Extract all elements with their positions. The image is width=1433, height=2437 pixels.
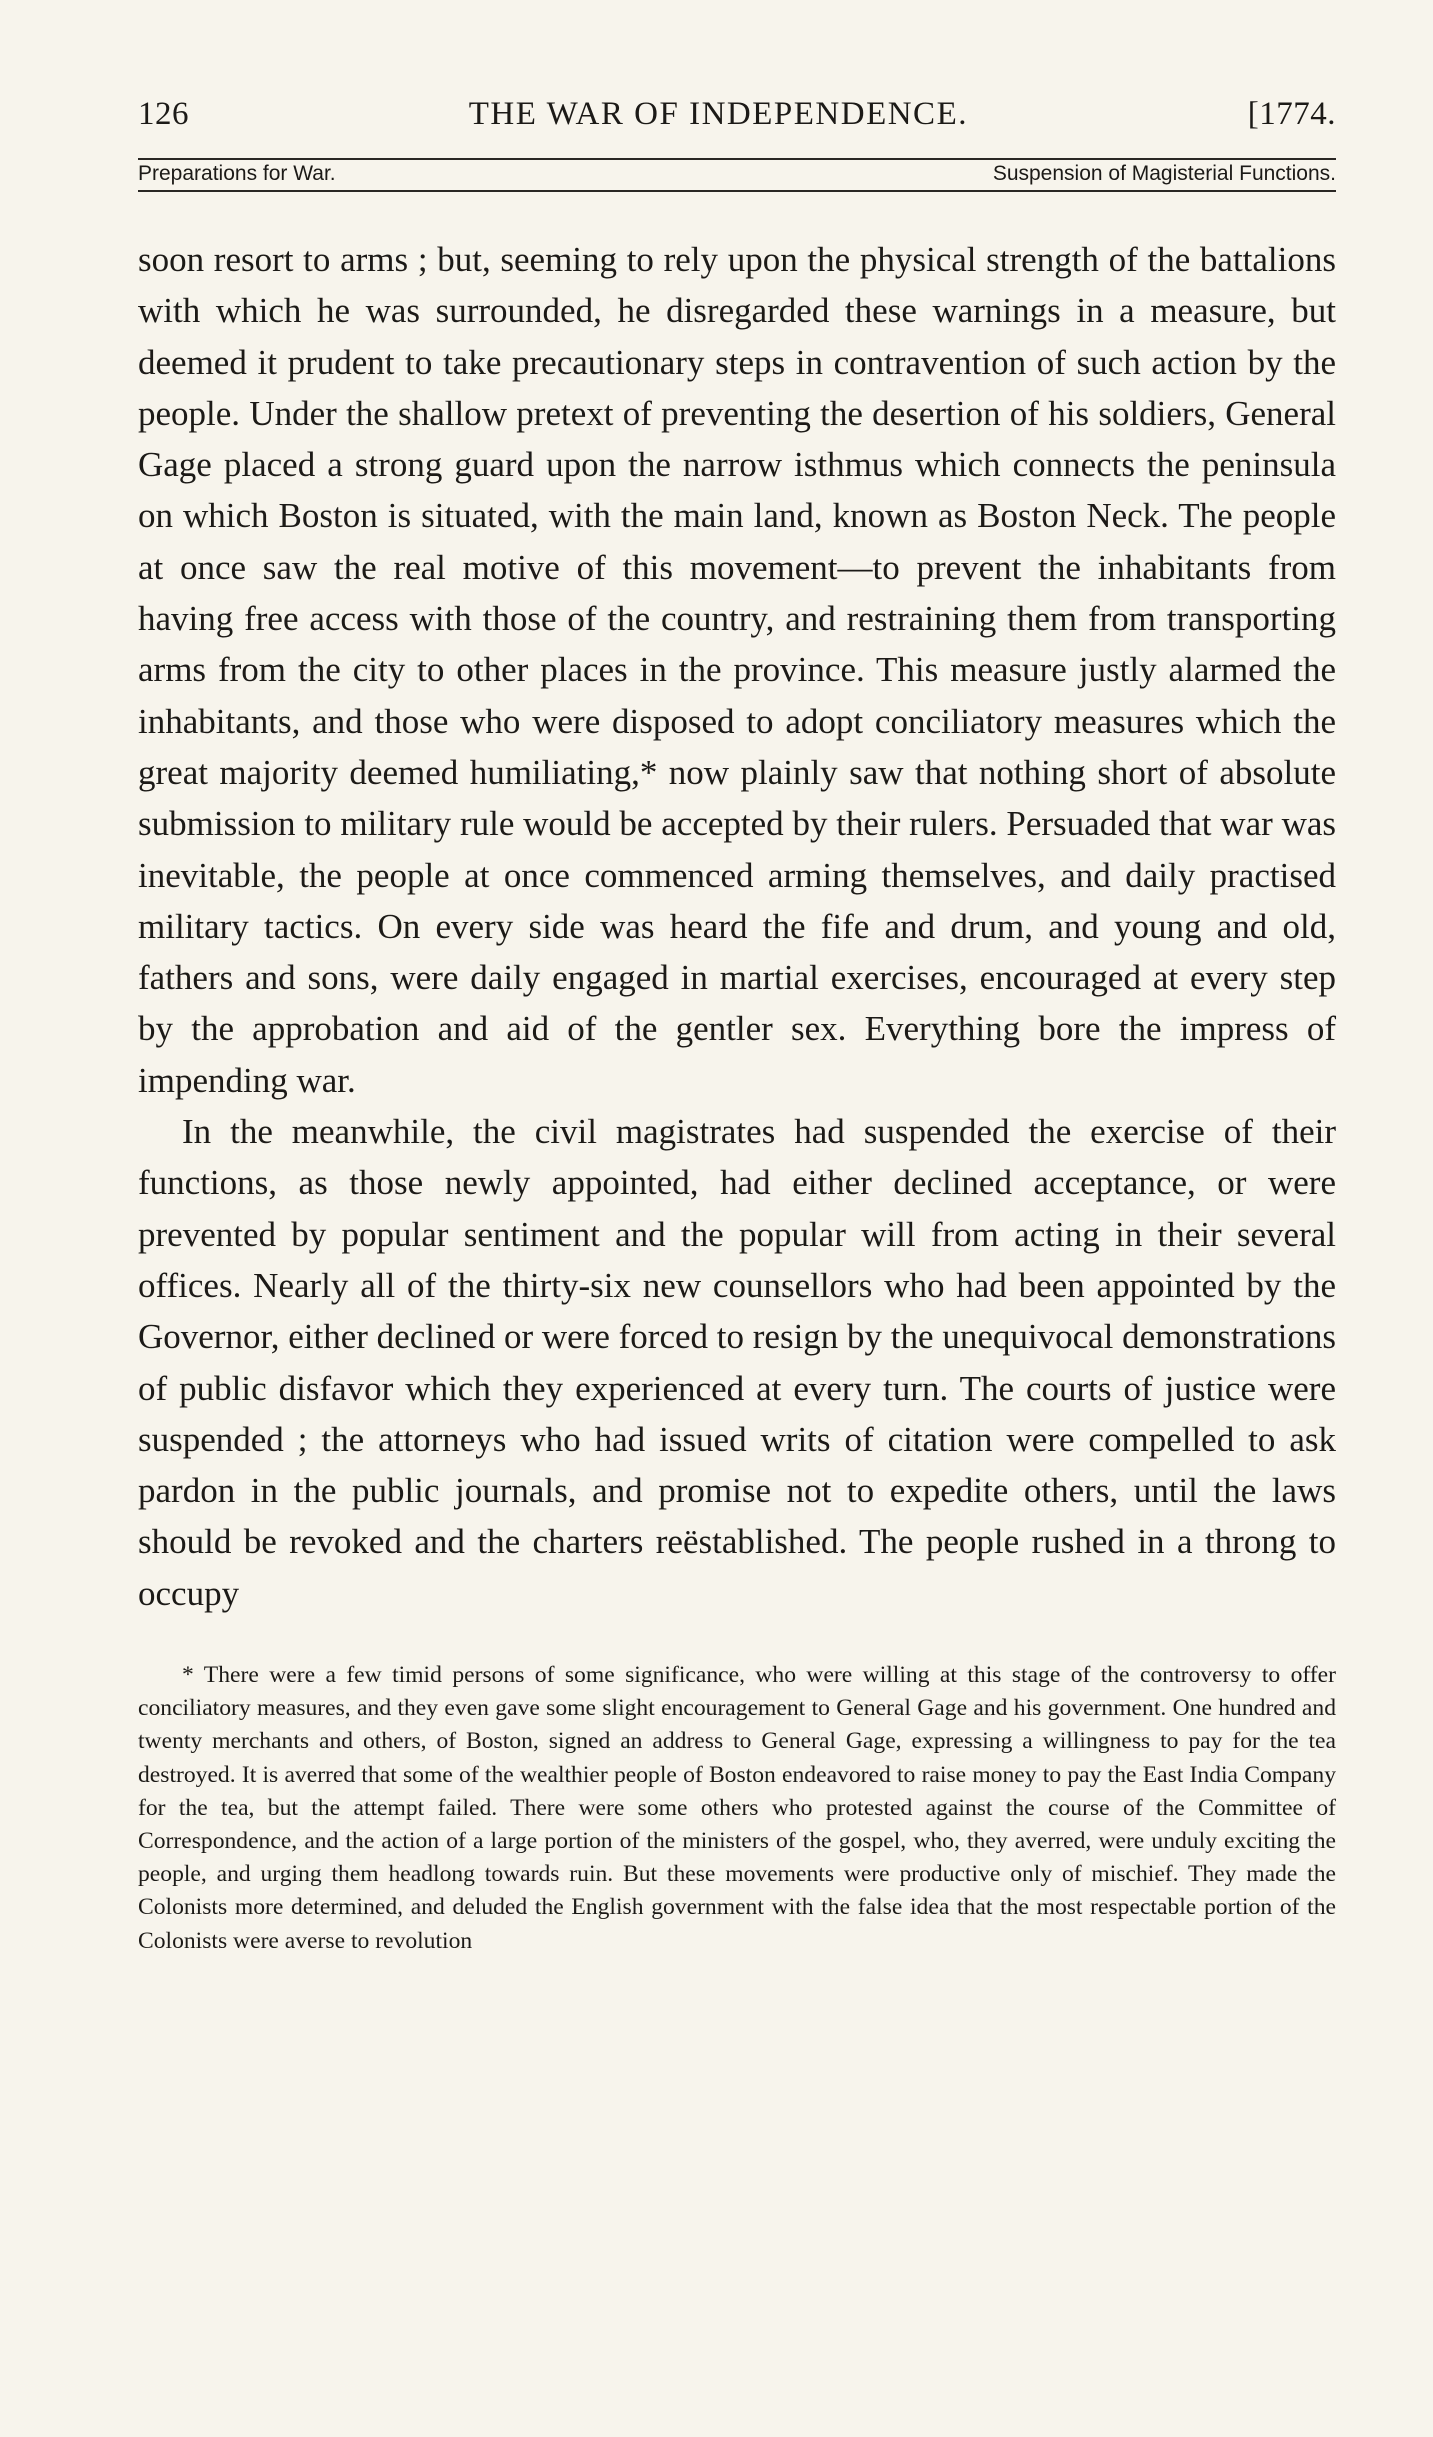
footnote: * There were a few timid persons of some significance, who were willing at this stage of the controversy to offer conciliatory measures, and they even gave some slight encouragement to General Gage and his government. One hundred and twenty merchants and others, of Boston, signed an address to General Gage, expressing a willingness to pay for the tea destroyed. It is averred that some of the wealthier people of Boston endeavored to raise money to pay the East India Company for the tea, but the attempt failed. There were some others who protested against the course of the Committee of Correspondence, and the action of a large portion of the ministers of the gospel, who, they averred, were unduly exciting the people, and urging them headlong towards ruin. But these movements were productive only of mischief. They made the Colonists more determined, and deluded the English government with the false idea that the most respectable portion of the Colonists were averse to revolution: [138, 1662, 1336, 1954]
year-marker: [1774.: [1247, 96, 1336, 132]
book-title: THE WAR OF INDEPENDENCE.: [468, 96, 968, 132]
body-text: [138, 234, 1336, 1619]
page-number: 126: [138, 96, 189, 132]
header-rule-bottom: [138, 190, 1336, 192]
book-page: [138, 96, 1336, 1958]
paragraph: In the meanwhile, the civil magistrates had suspended the exercise of their functions, as those newly appointed, had either declined acceptance, or were prevented by popular sentiment and the popular will from acting in their several offices. Nearly all of the thirty-six new counsellors who had been appointed by the Governor, either declined or were forced to resign by the unequivocal demonstrations of public disfavor which they experienced at every turn. The courts of justice were suspended ; the attorneys who had issued writs of citation were compelled to ask pardon in the public journals, and promise not to expedite others, until the laws should be revoked and the charters reëstablished. The people rushed in a throng to occupy: [138, 1112, 1336, 1613]
paragraph: soon resort to arms ; but, seeming to rely upon the physical strength of the battalions with which he was surrounded, he disregarded these warnings in a measure, but deemed it prudent to take precautionary steps in contravention of such action by the people. Under the shallow pretext of preventing the desertion of his soldiers, General Gage placed a strong guard upon the narrow isthmus which connects the peninsula on which Boston is situated, with the main land, known as Boston Neck. The people at once saw the real motive of this movement—to prevent the inhabitants from having free access with those of the country, and restraining them from transporting arms from the city to other places in the province. This measure justly alarmed the inhabitants, and those who were disposed to adopt conciliatory measures which the great majority deemed humiliating,* now plainly saw that nothing short of absolute submission to military rule would be accepted by their rulers. Persuaded that war was inevitable, the people at once commenced arming themselves, and daily practised military tactics. On every side was heard the fife and drum, and young and old, fathers and sons, were daily engaged in martial exercises, encouraged at every step by the approbation and aid of the gentler sex. Everything bore the impress of impending war.: [138, 240, 1336, 1100]
subheader-right: Suspension of Magisterial Functions.: [992, 162, 1336, 185]
running-head: [138, 96, 1336, 146]
section-subheader: [138, 158, 1336, 186]
header-rule-top: [138, 158, 1336, 160]
subheader-left: Preparations for War.: [138, 162, 336, 185]
